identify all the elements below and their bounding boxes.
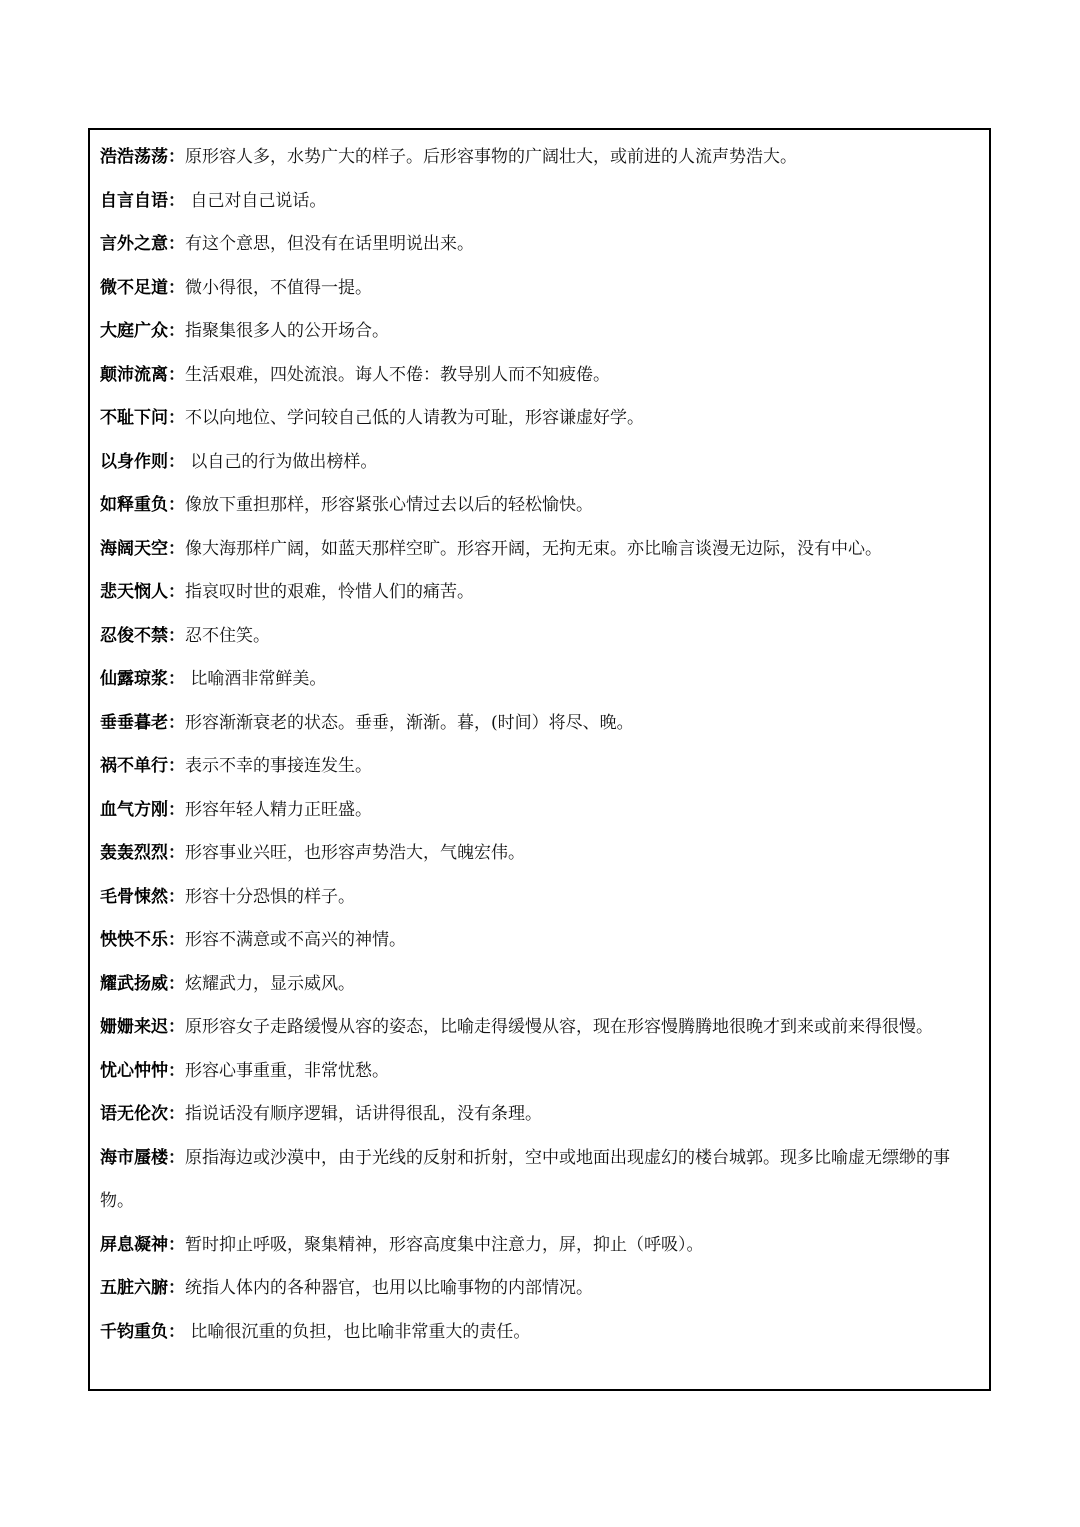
idiom-term: 浩浩荡荡: [100, 147, 168, 167]
idiom-term: 毛骨悚然: [100, 886, 168, 907]
idiom-definition: 原形容人多，水势广大的样子。后形容事物的广阔壮大，或前进的人流声势浩大。: [185, 147, 797, 167]
idiom-definition: 形容心事重重，非常忧愁。: [185, 1060, 389, 1081]
idiom-separator: ：: [168, 451, 185, 472]
idiom-entry: [100, 876, 977, 920]
idiom-entry: [100, 1006, 977, 1050]
idiom-entry: [100, 1311, 977, 1355]
idiom-entry: [100, 136, 977, 180]
idiom-definition: 形容渐渐衰老的状态。垂垂，渐渐。暮，(时间）将尽、晚。: [185, 712, 634, 733]
idiom-separator: ：: [168, 1104, 185, 1124]
idiom-separator: ：: [168, 1278, 185, 1298]
idiom-definition: 原指海边或沙漠中，由于光线的反射和折射，空中或地面出现虚幻的楼台城郭。现多比喻虚无缥缈的事物。: [100, 1147, 950, 1211]
idiom-separator: ：: [168, 364, 185, 385]
idiom-definition: 表示不幸的事接连发生。: [185, 756, 372, 776]
idiom-definition: 忍不住笑。: [185, 625, 270, 646]
idiom-term: 语无伦次: [100, 1104, 168, 1124]
idiom-definition: 不以向地位、学问较自己低的人请教为可耻，形容谦虚好学。: [185, 408, 644, 428]
idiom-term: 仙露琼浆: [100, 669, 168, 689]
idiom-definition: 有这个意思，但没有在话里明说出来。: [185, 234, 474, 254]
idiom-definition: 自己对自己说话。: [185, 190, 327, 211]
idiom-separator: ：: [168, 886, 185, 907]
idiom-entry: [100, 484, 977, 528]
idiom-entry: [100, 180, 977, 224]
idiom-term: 姗姗来迟: [100, 1017, 168, 1037]
idiom-definition: 像大海那样广阔，如蓝天那样空旷。形容开阔，无拘无束。亦比喻言谈漫无边际，没有中心。: [185, 538, 882, 559]
idiom-entry: [100, 310, 977, 354]
idiom-entry: [100, 1093, 977, 1137]
idiom-separator: ：: [168, 1321, 185, 1342]
idiom-separator: ：: [168, 321, 185, 341]
idiom-definition: 形容不满意或不高兴的神情。: [185, 930, 406, 950]
idiom-entry: [100, 615, 977, 659]
idiom-definition: 指说话没有顺序逻辑，话讲得很乱，没有条理。: [185, 1104, 542, 1124]
idiom-separator: ：: [168, 495, 185, 515]
idiom-separator: ：: [168, 1060, 185, 1081]
idiom-definition: 比喻酒非常鲜美。: [185, 669, 327, 689]
idiom-definition: 比喻很沉重的负担，也比喻非常重大的责任。: [185, 1321, 531, 1342]
idiom-separator: ：: [168, 277, 185, 298]
idiom-entry: [100, 528, 977, 572]
idiom-definition: 以自己的行为做出榜样。: [185, 451, 378, 472]
idiom-separator: ：: [168, 1147, 185, 1168]
idiom-definition: 形容年轻人精力正旺盛。: [185, 799, 372, 820]
idiom-separator: ：: [168, 756, 185, 776]
idiom-glossary-box: [88, 128, 991, 1391]
idiom-term: 如释重负: [100, 495, 168, 515]
idiom-term: 忍俊不禁: [100, 625, 168, 646]
idiom-separator: ：: [168, 799, 185, 820]
idiom-separator: ：: [168, 408, 185, 428]
idiom-term: 颠沛流离: [100, 364, 168, 385]
idiom-separator: ：: [168, 1017, 185, 1037]
idiom-entry: [100, 963, 977, 1007]
idiom-term: 垂垂暮老: [100, 712, 168, 733]
idiom-definition: 生活艰难，四处流浪。诲人不倦：教导别人而不知疲倦。: [185, 364, 610, 385]
idiom-entry: [100, 745, 977, 789]
idiom-entry: [100, 1050, 977, 1094]
idiom-definition: 统指人体内的各种器官，也用以比喻事物的内部情况。: [185, 1278, 593, 1298]
idiom-definition: 形容十分恐惧的样子。: [185, 886, 355, 907]
idiom-separator: ：: [168, 930, 185, 950]
idiom-separator: ：: [168, 538, 185, 559]
idiom-term: 屏息凝神: [100, 1234, 168, 1255]
idiom-term: 忧心忡忡: [100, 1060, 168, 1081]
idiom-term: 言外之意: [100, 234, 168, 254]
idiom-separator: ：: [168, 712, 185, 733]
idiom-definition: 形容事业兴旺，也形容声势浩大，气魄宏伟。: [185, 843, 525, 863]
idiom-term: 五脏六腑: [100, 1278, 168, 1298]
idiom-separator: ：: [168, 234, 185, 254]
idiom-term: 耀武扬威: [100, 973, 168, 994]
idiom-entry: [100, 702, 977, 746]
idiom-separator: ：: [168, 1234, 185, 1255]
idiom-entry: [100, 832, 977, 876]
idiom-term: 祸不单行: [100, 756, 168, 776]
idiom-term: 海阔天空: [100, 538, 168, 559]
idiom-separator: ：: [168, 973, 185, 994]
idiom-definition: 暂时抑止呼吸，聚集精神，形容高度集中注意力，屏，抑止（呼吸）。: [185, 1234, 704, 1255]
idiom-entry: [100, 441, 977, 485]
idiom-definition: 微小得很，不值得一提。: [185, 277, 372, 298]
idiom-separator: ：: [168, 582, 185, 602]
idiom-definition: 炫耀武力，显示威风。: [185, 973, 355, 994]
idiom-term: 以身作则: [100, 451, 168, 472]
idiom-entry: [100, 397, 977, 441]
idiom-entry: [100, 658, 977, 702]
idiom-term: 海市蜃楼: [100, 1147, 168, 1168]
idiom-entry: [100, 354, 977, 398]
idiom-entry: [100, 919, 977, 963]
idiom-separator: ：: [168, 669, 185, 689]
idiom-term: 轰轰烈烈: [100, 843, 168, 863]
idiom-entry: [100, 1224, 977, 1268]
idiom-term: 微不足道: [100, 277, 168, 298]
idiom-definition: 指哀叹时世的艰难，怜惜人们的痛苦。: [185, 582, 474, 602]
idiom-definition: 指聚集很多人的公开场合。: [185, 321, 389, 341]
idiom-separator: ：: [168, 147, 185, 167]
idiom-entry: [100, 223, 977, 267]
idiom-term: 血气方刚: [100, 799, 168, 820]
idiom-definition: 原形容女子走路缓慢从容的姿态，比喻走得缓慢从容，现在形容慢腾腾地很晚才到来或前来得很慢。: [185, 1017, 933, 1037]
idiom-term: 怏怏不乐: [100, 930, 168, 950]
idiom-term: 不耻下问: [100, 408, 168, 428]
idiom-entry: [100, 571, 977, 615]
idiom-entry: [100, 267, 977, 311]
idiom-term: 自言自语: [100, 190, 168, 211]
idiom-entry: [100, 1137, 977, 1224]
idiom-separator: ：: [168, 625, 185, 646]
idiom-separator: ：: [168, 843, 185, 863]
idiom-separator: ：: [168, 190, 185, 211]
idiom-term: 大庭广众: [100, 321, 168, 341]
idiom-definition: 像放下重担那样，形容紧张心情过去以后的轻松愉快。: [185, 495, 593, 515]
idiom-term: 悲天悯人: [100, 582, 168, 602]
idiom-entry: [100, 789, 977, 833]
idiom-entry: [100, 1267, 977, 1311]
idiom-term: 千钧重负: [100, 1321, 168, 1342]
